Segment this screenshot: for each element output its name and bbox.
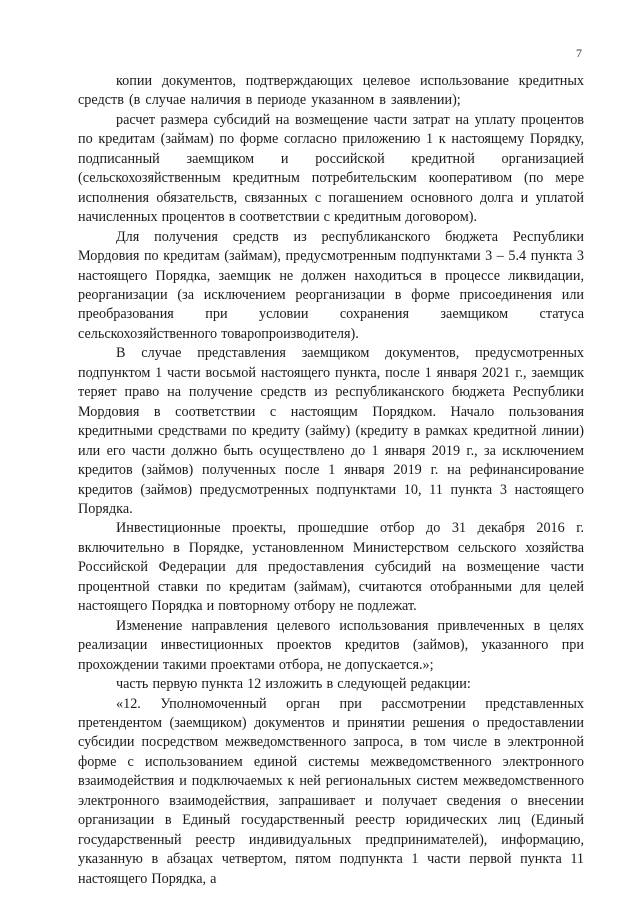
page-number: 7: [576, 46, 582, 60]
paragraph-amendment-intro: часть первую пункта 12 изложить в следующей редакции:: [116, 676, 471, 693]
paragraph-purpose-change: Изменение направления целевого использования привлеченных в целях реализации инвестиционных проектов кредитов (займов), указанного при прохождении такими проектами отбора, не допускается.»;: [78, 617, 584, 673]
paragraph-loss-of-right: В случае представления заемщиком документов, предусмотренных подпунктом 1 части восьмой настоящего пункта, после 1 января 2021 г., заемщик теряет право на получение средств из республиканского бюджета Республики Мордовия в соответствии с настоящим Порядком. Начало пользования кредитными средствами по кредиту (займу) (кредиту в рамках кредитной линии) или его части должно быть осуществлено до 1 января 2019 г., за исключением кредитов (займов) полученных после 1 января 2019 г. на рефинансирование кредитов (займов) предусмотренных подпунктами 10, 11 пункта 3 настоящего Порядка.: [78, 345, 584, 517]
paragraph-investment-projects: Инвестиционные проекты, прошедшие отбор до 31 декабря 2016 г. включительно в Порядке, установленном Министерством сельского хозяйства Российской Федерации для предоставления субсидий на возмещение части процентной ставки по кредитам (займам), считаются отобранными для целей настоящего Порядка и повторному отбору не подлежат.: [78, 520, 584, 615]
paragraph-subsidy-calculation: расчет размера субсидий на возмещение части затрат на уплату процентов по кредитам (займам) по форме согласно приложению 1 к настоящему Порядку, подписанный заемщиком и российской кредитной организацией (сельскохозяйственным кредитным потребительским кооперативом (по мере исполнения обязательств, связанных с погашением основного долга и уплатой начисленных процентов в соответствии с кредитным договором).: [78, 111, 584, 226]
paragraph-copies-of-documents: копии документов, подтверждающих целевое использование кредитных средств (в случае наличия в периоде указанном в заявлении);: [78, 73, 584, 109]
paragraph-funding-conditions: Для получения средств из республиканского бюджета Республики Мордовия по кредитам (займам), предусмотренным подпунктами 3 – 5.4 пункта 3 настоящего Порядка, заемщик не должен находиться в процессе ликвидации, реорганизации (за исключением реорганизации в форме присоединения или преобразования при условии сохранения заемщиком статуса сельскохозяйственного товаропроизводителя).: [78, 228, 584, 342]
document-body: [78, 72, 584, 889]
paragraph-item-12: «12. Уполномоченный орган при рассмотрении представленных претендентом (заемщиком) документов и принятии решения о предоставлении субсидии посредством межведомственного запроса, в том числе в электронной форме с использованием единой системы межведомственного электронного взаимодействия и подключаемых к ней региональных систем межведомственного электронного взаимодействия, запрашивает и получает сведения о внесении организации в Единый государственный реестр юридических лиц (Единый государственный реестр индивидуальных предпринимателей), информацию, указанную в абзацах четвертом, пятом подпункта 1 части первой пункта 11 настоящего Порядка, а: [78, 695, 584, 887]
